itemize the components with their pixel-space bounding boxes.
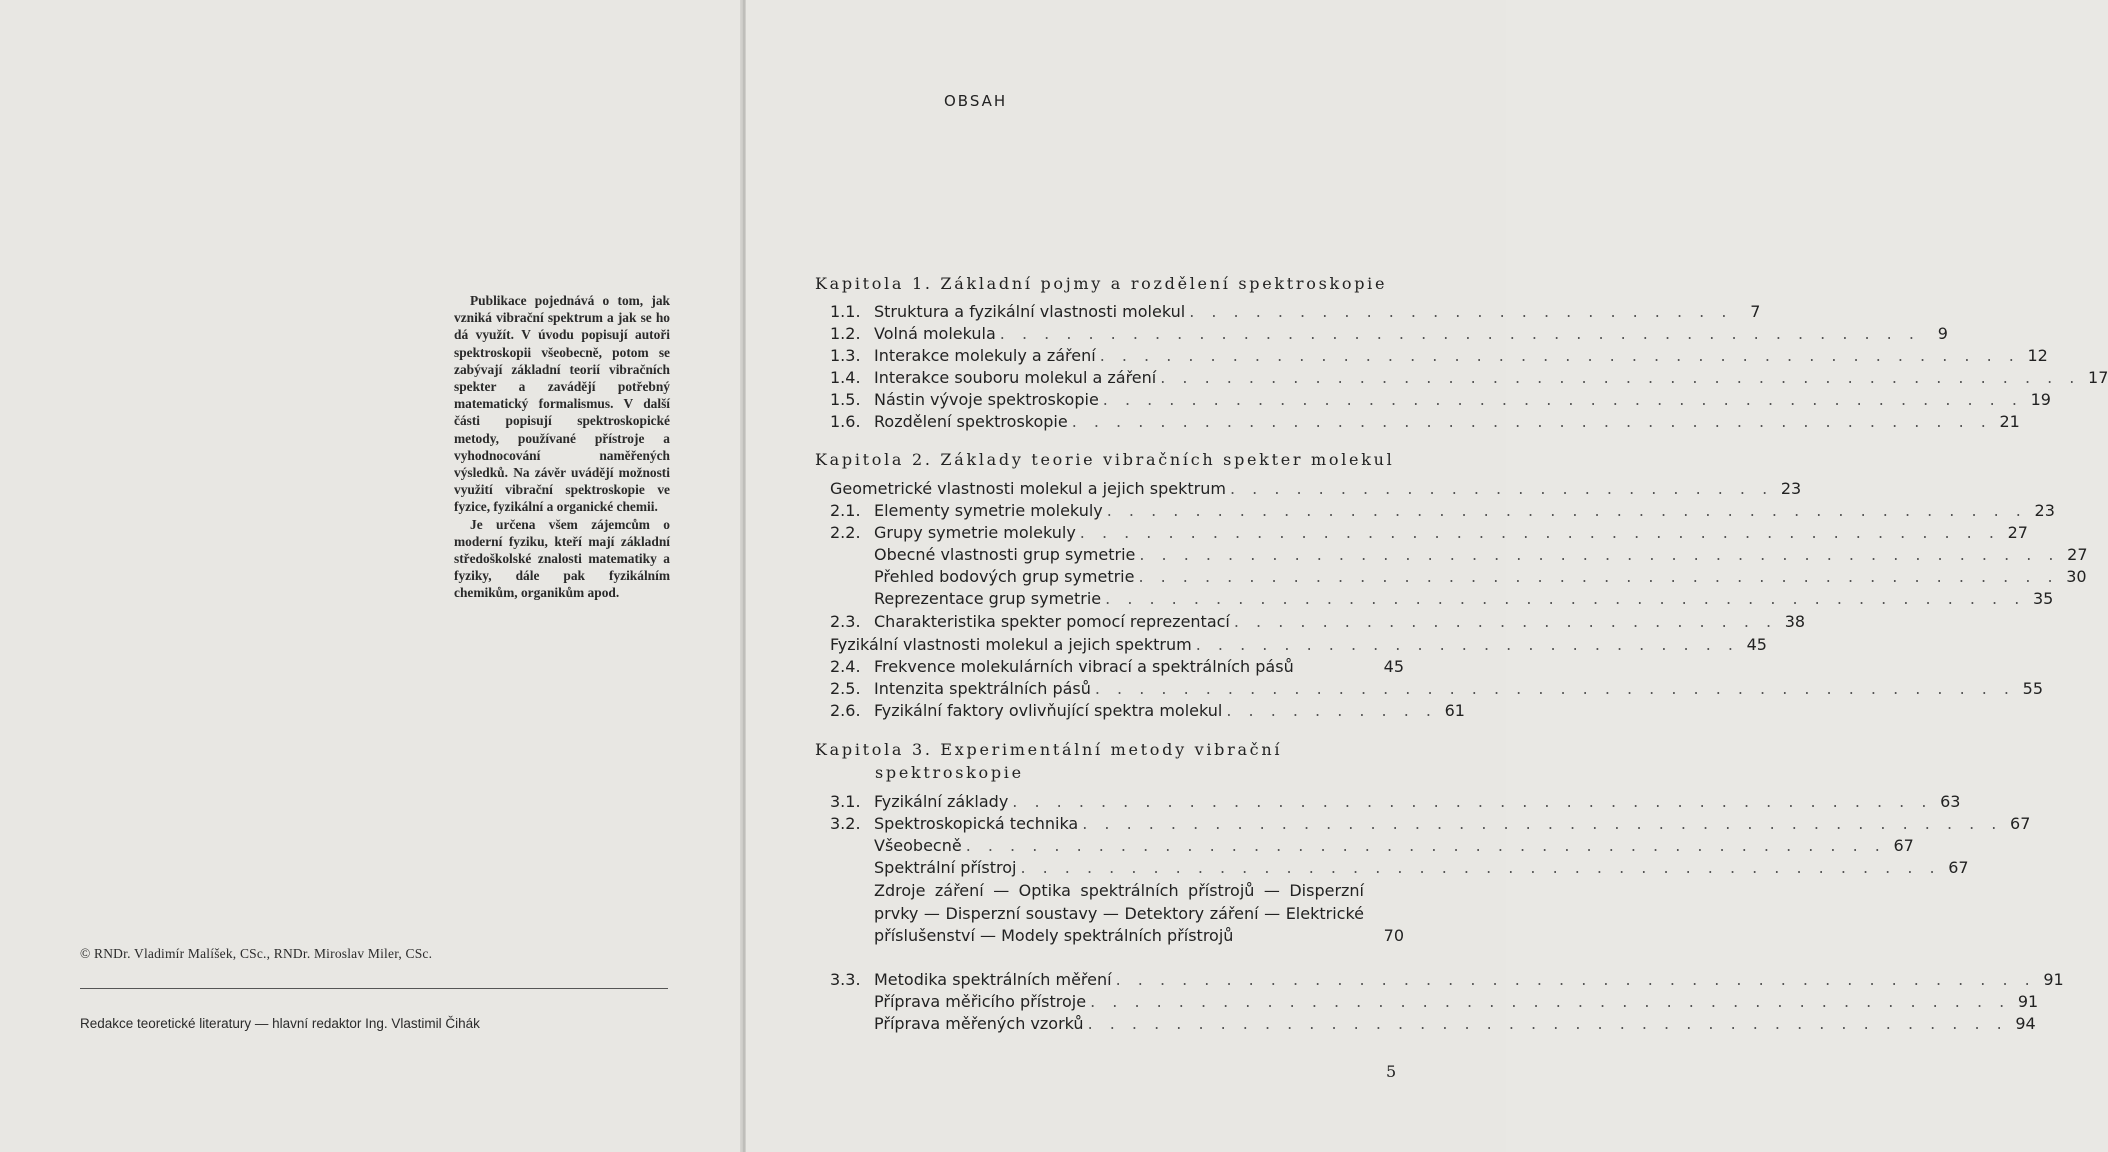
entry-page: 67 (2010, 814, 2031, 833)
toc-entry (830, 545, 2088, 567)
toc-entry (830, 523, 2028, 545)
entry-page: 94 (2015, 1014, 2036, 1033)
entry-page: 27 (2067, 545, 2088, 564)
entry-page: 45 (1746, 635, 1767, 654)
entry-number: 3.1. (830, 792, 861, 811)
toc-entry-multiline (874, 880, 1404, 948)
toc-entry (830, 479, 1802, 501)
entry-page: 7 (1750, 302, 1761, 321)
entry-number: 1.5. (830, 390, 861, 409)
toc-entry (830, 1014, 2036, 1036)
leader-dots: . . . . . . . . . . . . . . . . . . . . . . . . . . . . . . . . . . . . . . . . . . (1079, 523, 2000, 542)
chapter-heading (815, 450, 1405, 469)
entry-page: 9 (1937, 324, 1948, 343)
entry-page: 67 (1893, 836, 1914, 855)
entry-page: 63 (1940, 792, 1961, 811)
blurb-paragraph-2: Je určena všem zájemcům o moderní fyziku, kteří mají základní středoškolské znalosti matematiky a fyziky, dále pak fyzikálním chemikům, organikům apod. (454, 516, 670, 601)
entry-title: Interakce souboru molekul a záření (874, 368, 1157, 387)
leader-dots: . . . . . . . . . . . . . . . . . . . . . . . . . (1195, 635, 1739, 654)
toc-entry (830, 589, 2054, 611)
publication-blurb (454, 292, 670, 602)
leader-dots: . . . . . . . . . . . . . . . . . . . . . . . . . . . . . . . . . . . . . . . . . . (1105, 589, 2026, 608)
entry-page: 55 (2022, 679, 2044, 698)
leader-dots: . . . . . . . . . . . . . . . . . . . . . . . . . . . . . . . . . . . . . . . . . . (1139, 545, 2060, 564)
toc-entry (830, 324, 1948, 346)
toc-entry (830, 679, 2044, 701)
leader-dots: . . . . . . . . . . . . . . . . . . . . . . . . . . . . . . . . . . . . . . . . . . (1012, 792, 1933, 811)
entry-number: 2.4. (830, 657, 861, 676)
leader-dots: . . . . . . . . . . . . . . . . . . . . . . . . . . . . . . . . . . . . . . . . . . (999, 324, 1920, 343)
chapter-title-continuation: spektroskopie (875, 763, 1024, 782)
entry-number: 1.6. (830, 412, 861, 431)
leader-dots: . . . . . . . . . . . . . . . . . . . . . . . . . . . . . . . . . . . . . . . . . . (1099, 346, 2020, 365)
toc-entry (830, 501, 2055, 523)
entry-title: Elementy symetrie molekuly (874, 501, 1103, 520)
toc-entry (830, 368, 2108, 390)
entry-title: Metodika spektrálních měření (874, 970, 1112, 989)
entry-title: Fyzikální vlastnosti molekul a jejich spektrum (830, 635, 1192, 654)
toc-entry (830, 814, 2031, 836)
entry-title: Grupy symetrie molekuly (874, 523, 1076, 542)
toc-entry (830, 836, 1914, 858)
leader-dots: . . . . . . . . . . . . . . . . . . . . . . . . . . . . . . . . . . . . . . . . . . (1102, 390, 2023, 409)
leader-dots: . . . . . . . . . . . . . . . . . . . . . . . . . . . . . . . . . . . . . . . . . . (1087, 1014, 2008, 1033)
editorial-credit: Redakce teoretické literatury — hlavní redaktor Ing. Vlastimil Čihák (80, 1016, 480, 1031)
entry-number: 1.1. (830, 302, 861, 321)
entry-title: Spektrální přístroj (874, 858, 1017, 877)
entry-page: 91 (2043, 970, 2064, 989)
toc-entry (830, 612, 1806, 634)
entry-title: Fyzikální faktory ovlivňující spektra molekul (874, 701, 1223, 720)
entry-number: 1.4. (830, 368, 861, 387)
entry-page: 23 (1780, 479, 1802, 498)
toc-entry (830, 567, 2087, 589)
entry-page: 61 (1444, 701, 1465, 720)
entry-title: Všeobecně (874, 836, 962, 855)
leader-dots: . . . . . . . . . . . . . . . . . . . . . . . . . (1229, 479, 1774, 498)
copyright-line: © RNDr. Vladimír Malíšek, CSc., RNDr. Miroslav Miler, CSc. (80, 946, 433, 961)
entry-page: 12 (2027, 346, 2048, 365)
entry-page: 17 (2088, 368, 2108, 387)
entry-page: 30 (2066, 567, 2087, 586)
entry-title: Geometrické vlastnosti molekul a jejich spektrum (830, 479, 1226, 498)
entry-title: Příprava měřených vzorků (874, 1014, 1084, 1033)
leader-dots: . . . . . . . . . . . . . . . . . . . . . . . . . (1233, 612, 1778, 631)
leader-dots: . . . . . . . . . . . . . . . . . . . . . . . . . . . . . . . . . . . . . . . . . . (1020, 858, 1941, 877)
entry-number: 2.1. (830, 501, 861, 520)
entry-title: Charakteristika spekter pomocí reprezentací (874, 612, 1230, 631)
entry-page: 38 (1784, 612, 1806, 631)
entry-page: 35 (2032, 589, 2054, 608)
entry-number: 2.2. (830, 523, 861, 542)
entry-page: 45 (1383, 657, 1404, 676)
entry-title: Nástin vývoje spektroskopie (874, 390, 1099, 409)
toc-entry (830, 970, 2064, 992)
entry-page: 91 (2017, 992, 2039, 1011)
entry-title: Příprava měřicího přístroje (874, 992, 1087, 1011)
leader-dots: . . . . . . . . . . . . . . . . . . . . . . . . . (1189, 302, 1733, 321)
entry-page: 19 (2030, 390, 2051, 409)
toc-entry (830, 992, 2039, 1014)
entry-title: Volná molekula (874, 324, 996, 343)
leader-dots: . . . . . . . . . . . . . . . . . . . . . . . . . . . . . . . . . . . . . . . . . . (1082, 814, 2003, 833)
leader-dots: . . . . . . . . . . . . . . . . . . . . . . . . . . . . . . . . . . . . . . . . . . (1094, 679, 2016, 698)
entry-title: Obecné vlastnosti grup symetrie (874, 545, 1136, 564)
chapter-title: Kapitola 1. Základní pojmy a rozdělení spektroskopie (815, 274, 1388, 293)
entry-number: 2.5. (830, 679, 861, 698)
entry-page: 21 (1999, 412, 2020, 431)
toc-entry (830, 390, 2051, 412)
entry-title: Přehled bodových grup symetrie (874, 567, 1135, 586)
entry-number: 3.3. (830, 970, 861, 989)
toc-heading: OBSAH (944, 92, 1008, 110)
entry-page: 67 (1948, 858, 1969, 877)
toc-entry (830, 412, 2020, 434)
toc-entry (830, 858, 1969, 880)
entry-title: Frekvence molekulárních vibrací a spektrálních pásů (874, 657, 1294, 676)
chapter-heading (815, 274, 1405, 293)
leader-dots: . . . . . . . . . . . . . . . . . . . . . . . . . . . . . . . . . . . . . . . . . . (1106, 501, 2027, 520)
leader-dots: . . . . . . . . . . . . . . . . . . . . . . . . . . . . . . . . . . . . . . . . . . (1115, 970, 2036, 989)
entry-number: 1.3. (830, 346, 861, 365)
entry-title: Spektroskopická technika (874, 814, 1079, 833)
entry-title: Struktura a fyzikální vlastnosti molekul (874, 302, 1186, 321)
leader-dots: . . . . . . . . . . (1226, 701, 1437, 720)
leader-dots: . . . . . . . . . . . . . . . . . . . . . . . . . . . . . . . . . . . . . . . . . . (965, 836, 1886, 855)
entry-title: Intenzita spektrálních pásů (874, 679, 1091, 698)
entry-title: Interakce molekuly a záření (874, 346, 1096, 365)
chapter-heading (815, 738, 1405, 784)
entry-page: 23 (2034, 501, 2055, 520)
entry-page: 70 (1383, 926, 1404, 945)
entry-number: 2.3. (830, 612, 861, 631)
toc-entry (830, 346, 2048, 368)
chapter-title: Kapitola 2. Základy teorie vibračních spekter molekul (815, 450, 1395, 469)
leader-dots: . . . . . . . . . . . . . . . . . . . . . . . . . . . . . . . . . . . . . . . . . . (1071, 412, 1992, 431)
toc-entry (830, 302, 1761, 324)
entry-title: Fyzikální základy (874, 792, 1009, 811)
chapter-title: Kapitola 3. Experimentální metody vibrační (815, 740, 1283, 759)
entry-title: Reprezentace grup symetrie (874, 589, 1102, 608)
toc-entry (830, 792, 1961, 814)
entry-number: 3.2. (830, 814, 861, 833)
leader-dots: . . . . . . . . . . . . . . . . . . . . . . . . . . . . . . . . . . . . . . . . . . (1160, 368, 2081, 387)
entry-title: Zdroje záření — Optika spektrálních přístrojů — Disperzní prvky — Disperzní soustavy — Detektory záření — Elektrické příslušenství — Modely spektrálních přístrojů (874, 881, 1364, 945)
entry-number: 1.2. (830, 324, 861, 343)
leader-dots: . . . . . . . . . . . . . . . . . . . . . . . . . . . . . . . . . . . . . . . . . . (1138, 567, 2059, 586)
left-page (0, 0, 742, 1152)
blurb-paragraph-1: Publikace pojednává o tom, jak vzniká vibrační spektrum a jak se ho dá využít. V úvodu popisují autoři spektroskopii všeobecně, potom se zabývají základní teorií vibračních spekter a zavádějí potřebný matematický formalismus. V další části popisují spektroskopické metody, používané přístroje a vyhodnocování naměřených výsledků. Na závěr uvádějí možnosti využití vibrační spektroskopie ve fyzice, fyzikální a organické chemii. (454, 293, 670, 515)
entry-title: Rozdělení spektroskopie (874, 412, 1068, 431)
toc-entry (830, 635, 1767, 657)
divider-rule (80, 988, 668, 989)
toc-entry (830, 657, 1404, 679)
toc-entry (830, 701, 1465, 723)
leader-dots: . . . . . . . . . . . . . . . . . . . . . . . . . . . . . . . . . . . . . . . . . . (1090, 992, 2011, 1011)
entry-number: 2.6. (830, 701, 861, 720)
page-number: 5 (1386, 1062, 1397, 1081)
entry-page: 27 (2007, 523, 2028, 542)
